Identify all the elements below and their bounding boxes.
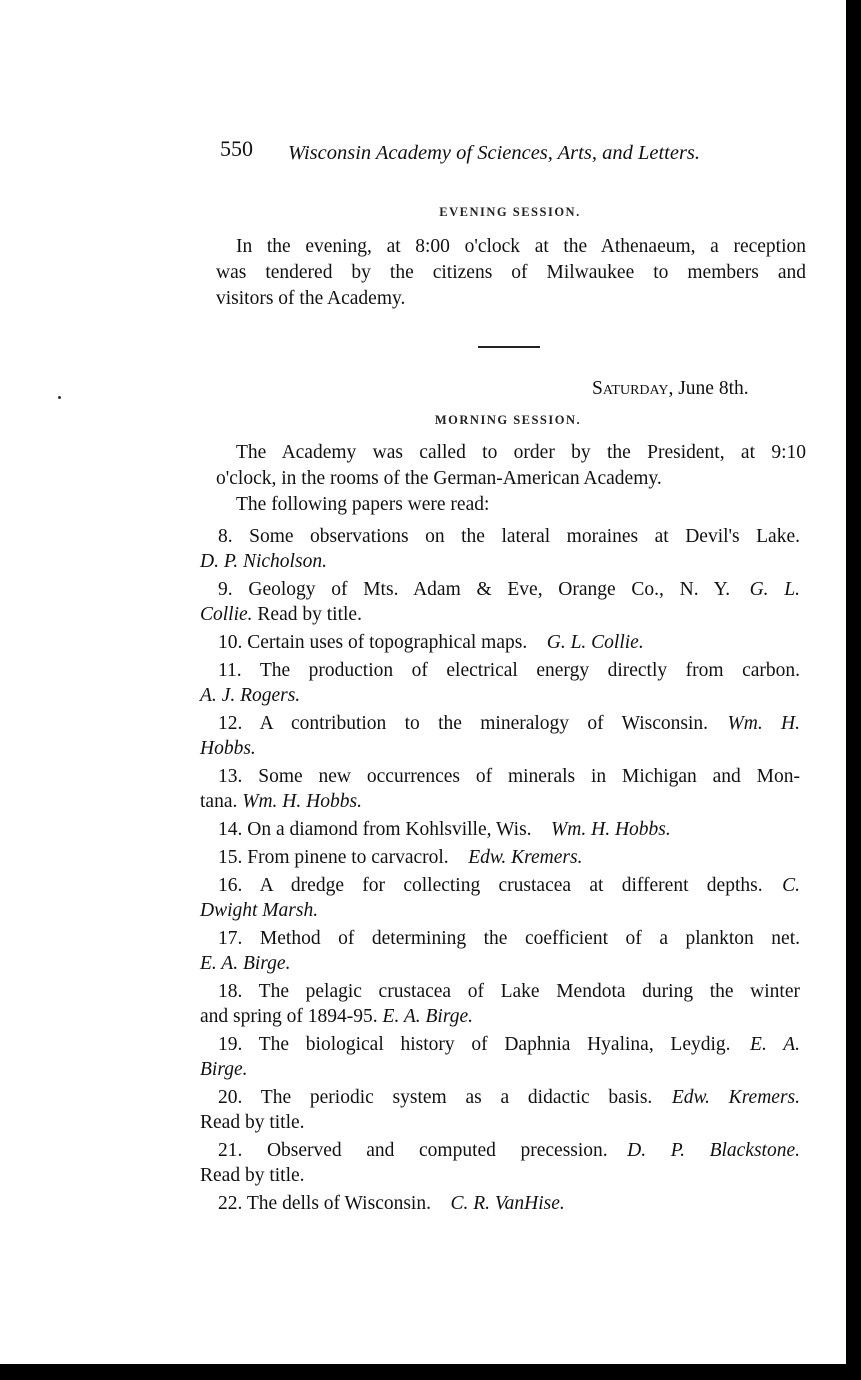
- paper-title: 8. Some observations on the lateral moraines at Devil's Lake.: [218, 526, 800, 547]
- morning-intro-line-2: o'clock, in the rooms of the German-American Academy.: [216, 468, 662, 489]
- scan-border-right: [846, 0, 861, 1380]
- paper-title: 17. Method of determining the coefficient of a plankton net.: [218, 928, 800, 949]
- paper-title: 19. The biological history of Daphnia Hyalina, Leydig.: [218, 1034, 731, 1055]
- paper-title: 10. Certain uses of topographical maps.: [218, 632, 528, 653]
- paper-line-1: [200, 764, 800, 789]
- paper-line-1: [200, 630, 800, 655]
- paper-item: [200, 711, 800, 761]
- paper-author: C. R. VanHise.: [450, 1193, 565, 1214]
- paper-author: G. L.: [749, 579, 800, 600]
- paper-author: Collie.: [200, 604, 253, 625]
- paper-author: Birge.: [200, 1059, 248, 1080]
- evening-line-2: was tendered by the citizens of Milwaukee to members and: [216, 262, 806, 283]
- paper-item: [200, 1191, 800, 1216]
- paper-item: [200, 926, 800, 976]
- paper-item: [200, 1085, 800, 1135]
- paper-note: Read by title.: [252, 604, 362, 625]
- paper-item: [200, 658, 800, 708]
- paper-note: and spring of 1894-95.: [200, 1006, 383, 1027]
- paper-line-1: [200, 524, 800, 549]
- paper-title: 16. A dredge for collecting crustacea at different depths.: [218, 875, 763, 896]
- paper-note: tana.: [200, 791, 243, 812]
- date-line: [592, 378, 749, 400]
- paper-line-2: [200, 1110, 800, 1135]
- paper-line-2: [200, 1163, 800, 1188]
- evening-session-heading: EVENING SESSION.: [439, 205, 581, 219]
- evening-line-1: In the evening, at 8:00 o'clock at the Athenaeum, a reception: [236, 236, 806, 257]
- paper-line-2: [200, 683, 800, 708]
- date-day: Saturday,: [592, 378, 674, 399]
- paper-line-1: [200, 1138, 800, 1163]
- paper-author: E. A. Birge.: [382, 1006, 473, 1027]
- paper-line-1: [200, 1085, 800, 1110]
- paper-note: Read by title.: [200, 1165, 305, 1186]
- morning-intro: [216, 440, 806, 518]
- paper-item: [200, 630, 800, 655]
- paper-title: 21. Observed and computed precession.: [218, 1140, 608, 1161]
- paper-item: [200, 845, 800, 870]
- paper-line-1: [200, 658, 800, 683]
- paper-author: Dwight Marsh.: [200, 900, 319, 921]
- section-divider: [478, 346, 540, 348]
- paper-item: [200, 979, 800, 1029]
- paper-item: [200, 1032, 800, 1082]
- paper-author: Hobbs.: [200, 738, 256, 759]
- paper-author: Edw. Kremers.: [468, 847, 583, 868]
- paper-author: D. P. Nicholson.: [200, 551, 327, 572]
- paper-title: 11. The production of electrical energy directly from carbon.: [218, 660, 800, 681]
- paper-item: [200, 1138, 800, 1188]
- paper-title: 14. On a diamond from Kohlsville, Wis.: [218, 819, 532, 840]
- date-value: June 8th.: [678, 378, 749, 399]
- paper-title: 15. From pinene to carvacrol.: [218, 847, 449, 868]
- paper-line-1: [200, 845, 800, 870]
- evening-paragraph: [216, 234, 806, 312]
- paper-item: [200, 524, 800, 574]
- paper-item: [200, 764, 800, 814]
- paper-author: E. A. Birge.: [200, 953, 291, 974]
- paper-author: C.: [782, 875, 800, 896]
- paper-line-1: [200, 926, 800, 951]
- papers-list: [200, 524, 800, 1219]
- paper-author: Wm. H. Hobbs.: [242, 791, 362, 812]
- morning-session-heading: MORNING SESSION.: [434, 413, 582, 427]
- paper-note: Read by title.: [200, 1112, 305, 1133]
- paper-title: 9. Geology of Mts. Adam & Eve, Orange Co., N. Y.: [218, 579, 731, 600]
- running-title: Wisconsin Academy of Sciences, Arts, and Letters.: [288, 142, 701, 164]
- paper-title: 18. The pelagic crustacea of Lake Mendota during the winter: [218, 981, 800, 1002]
- paper-line-1: [200, 873, 800, 898]
- paper-item: [200, 817, 800, 842]
- paper-line-2: [200, 1057, 800, 1082]
- paper-title: 13. Some new occurrences of minerals in Michigan and Mon-: [218, 766, 800, 787]
- paper-line-1: [200, 817, 800, 842]
- paper-title: 12. A contribution to the mineralogy of Wisconsin.: [218, 713, 709, 734]
- paper-author: E. A.: [750, 1034, 800, 1055]
- paper-line-2: [200, 898, 800, 923]
- paper-line-2: [200, 951, 800, 976]
- paper-author: Wm. H. Hobbs.: [551, 819, 671, 840]
- paper-line-2: [200, 789, 800, 814]
- paper-item: [200, 873, 800, 923]
- paper-line-2: [200, 549, 800, 574]
- morning-intro-line-1: The Academy was called to order by the President, at 9:10: [236, 442, 806, 463]
- scan-speck: [58, 396, 61, 399]
- paper-item: [200, 577, 800, 627]
- paper-line-1: [200, 979, 800, 1004]
- paper-author: D. P. Blackstone.: [627, 1140, 800, 1161]
- paper-title: 22. The dells of Wisconsin.: [218, 1193, 431, 1214]
- paper-line-1: [200, 1032, 800, 1057]
- paper-author: G. L. Collie.: [546, 632, 644, 653]
- paper-author: A. J. Rogers.: [200, 685, 301, 706]
- paper-line-2: [200, 736, 800, 761]
- paper-line-1: [200, 711, 800, 736]
- evening-line-3: visitors of the Academy.: [216, 288, 406, 309]
- paper-author: Wm. H.: [727, 713, 800, 734]
- page-number: 550: [220, 136, 253, 161]
- paper-line-1: [200, 577, 800, 602]
- papers-intro: The following papers were read:: [236, 494, 490, 515]
- paper-line-2: [200, 602, 800, 627]
- paper-title: 20. The periodic system as a didactic basis.: [218, 1087, 653, 1108]
- scan-border-bottom: [0, 1364, 861, 1380]
- paper-author: Edw. Kremers.: [671, 1087, 800, 1108]
- paper-line-1: [200, 1191, 800, 1216]
- paper-line-2: [200, 1004, 800, 1029]
